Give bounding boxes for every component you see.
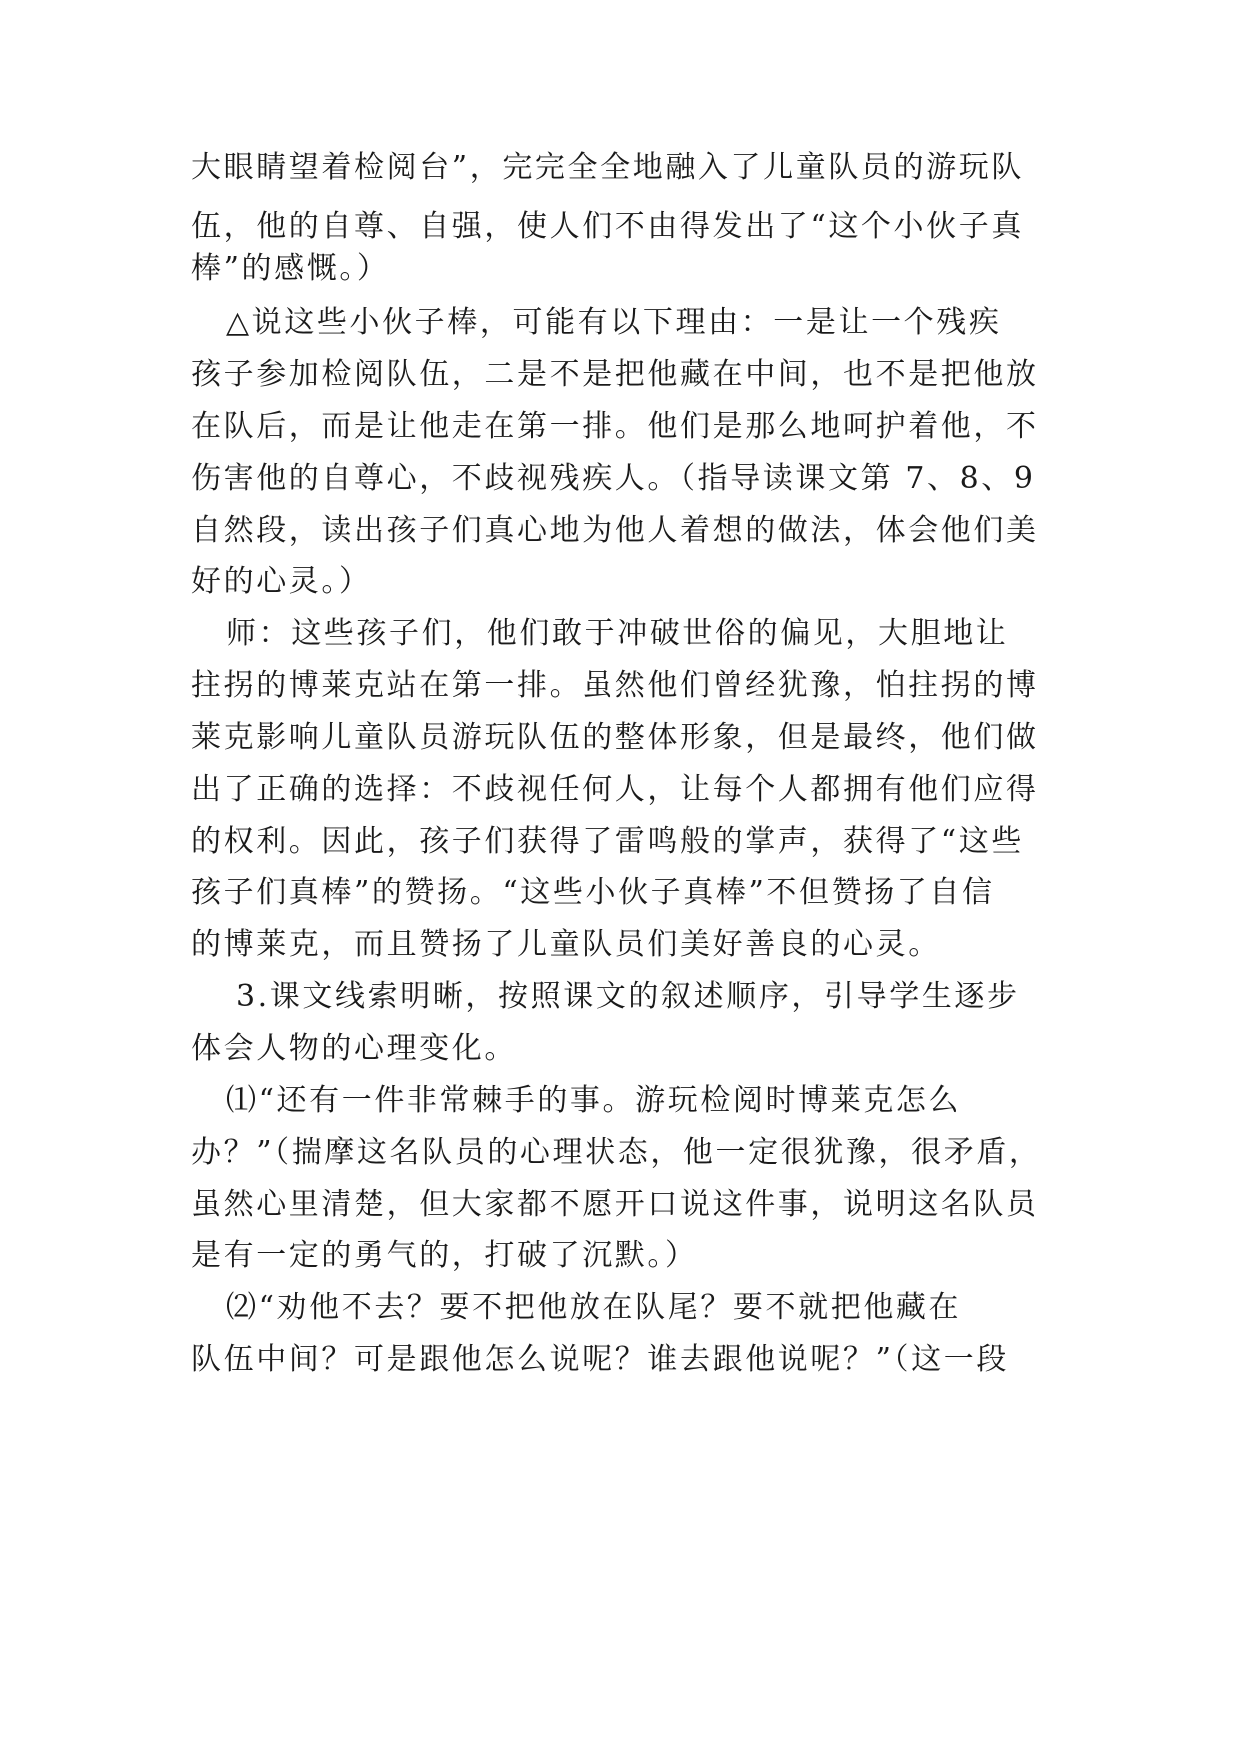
text-line: 办？”（揣摩这名队员的心理状态，他一定很犹豫，很矛盾， [191, 1135, 1042, 1170]
text-line: ⑴“还有一件非常棘手的事。游玩检阅时博莱克怎么 [226, 1083, 962, 1118]
text-line: 虽然心里清楚，但大家都不愿开口说这件事，说明这名队员 [191, 1187, 1039, 1222]
text-line: ⑵“劝他不去？要不把他放在队尾？要不就把他藏在 [226, 1290, 962, 1325]
text-line: 体会人物的心理变化。 [191, 1031, 517, 1066]
text-line: 大眼睛望着检阅台”，完完全全地融入了儿童队员的游玩队 [191, 150, 1024, 185]
text-line: 出了正确的选择：不歧视任何人，让每个人都拥有他们应得 [191, 772, 1039, 807]
text-line: 的博莱克，而且赞扬了儿童队员们美好善良的心灵。 [191, 927, 941, 962]
text-line: 队伍中间？可是跟他怎么说呢？谁去跟他说呢？”（这一段 [191, 1342, 1009, 1377]
text-line: 莱克影响儿童队员游玩队伍的整体形象，但是最终，他们做 [191, 720, 1039, 755]
text-line: 伤害他的自尊心，不歧视残疾人。（指导读课文第 7、8、9 [191, 461, 1036, 496]
text-line: 自然段，读出孩子们真心地为他人着想的做法，体会他们美 [191, 513, 1039, 548]
text-line: 是有一定的勇气的，打破了沉默。） [191, 1238, 698, 1273]
text-line: 孩子参加检阅队伍，二是不是把他藏在中间，也不是把他放 [191, 357, 1039, 392]
text-line: 伍，他的自尊、自强，使人们不由得发出了“这个小伙子真 [191, 209, 1024, 244]
text-line: 棒”的感慨。） [191, 251, 390, 286]
text-line: 孩子们真棒”的赞扬。“这些小伙子真棒”不但赞扬了自信 [191, 875, 995, 910]
text-line: 师：这些孩子们，他们敢于冲破世俗的偏见，大胆地让 [226, 616, 1009, 651]
text-line: △说这些小伙子棒，可能有以下理由：一是让一个残疾 [226, 305, 1002, 340]
text-line: 3.课文线索明晰，按照课文的叙述顺序，引导学生逐步 [236, 979, 1020, 1014]
text-line: 在队后，而是让他走在第一排。他们是那么地呵护着他，不 [191, 409, 1039, 444]
text-line: 的权利。因此，孩子们获得了雷鸣般的掌声，获得了“这些 [191, 824, 1024, 859]
text-line: 拄拐的博莱克站在第一排。虽然他们曾经犹豫，怕拄拐的博 [191, 668, 1039, 703]
text-line: 好的心灵。） [191, 564, 372, 599]
